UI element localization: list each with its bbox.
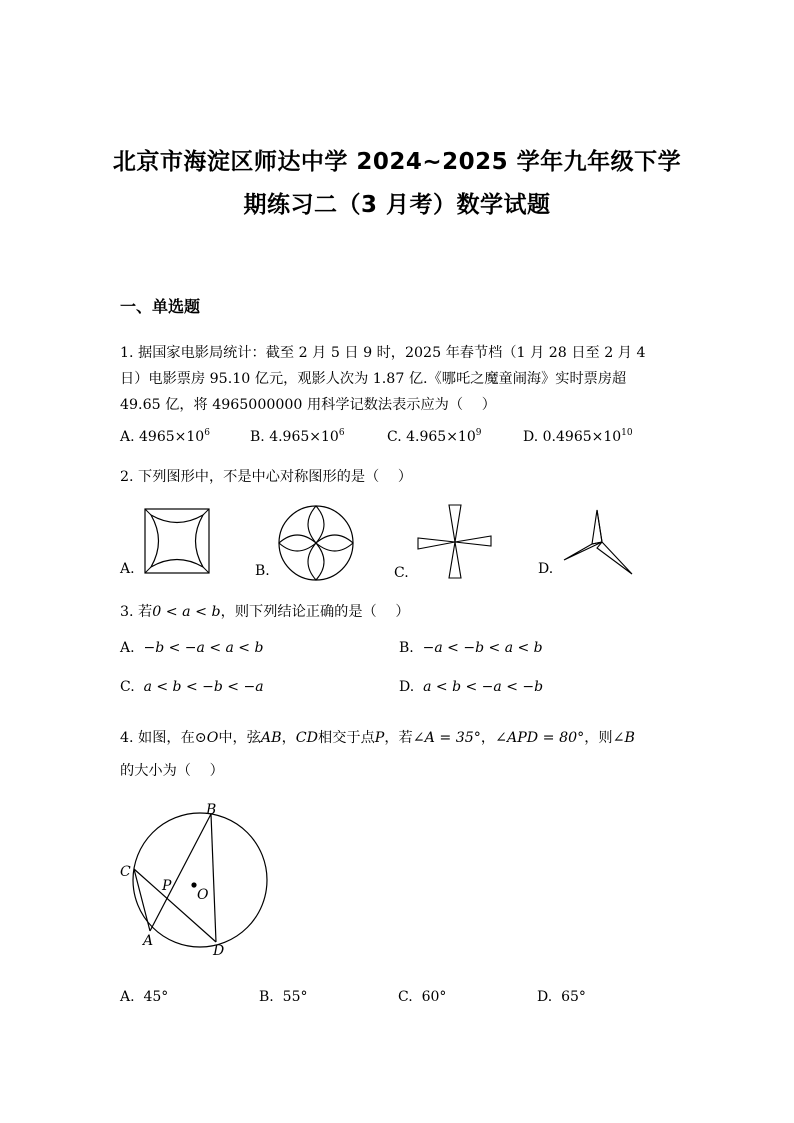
- q3-option-a-expr: −b < −a < a < b: [143, 640, 264, 656]
- q4-line1: [120, 725, 635, 751]
- q2-figure-c-label[interactable]: C.: [394, 565, 409, 581]
- q1-option-d[interactable]: [523, 428, 633, 445]
- q3-option-d-expr: a < b < −a < −b: [423, 679, 544, 695]
- q4-option-c-value: 60°: [421, 989, 447, 1005]
- q4-label-o: O: [197, 887, 209, 903]
- q4-option-b-label: B.: [259, 989, 274, 1005]
- q4-target: ∠B: [612, 730, 635, 746]
- q4-cond1: ∠A = 35°: [412, 730, 481, 746]
- circle-with-petals-icon: [278, 505, 356, 583]
- circle-symbol-icon: ⊙: [194, 730, 207, 746]
- q4-line1-c: 相交于点: [318, 730, 375, 746]
- q4-option-c-label: C.: [398, 989, 413, 1005]
- q1-option-c-label: C.: [387, 429, 402, 445]
- q1-option-a[interactable]: [120, 428, 210, 445]
- q4-circle-o: [133, 813, 267, 947]
- q1-option-a-exp: 6: [204, 428, 210, 438]
- q4-label-d: D: [213, 943, 225, 959]
- q1-option-d-base: 0.4965×10: [542, 429, 622, 445]
- q3-option-c[interactable]: [120, 679, 264, 695]
- q3-option-d[interactable]: [399, 679, 543, 695]
- page-title-line1: 北京市海淀区师达中学 2024~2025 学年九年级下学: [112, 149, 682, 175]
- q1-option-b-label: B.: [250, 429, 265, 445]
- q1-option-d-exp: 10: [621, 428, 633, 438]
- q4-option-d-value: 65°: [561, 989, 586, 1005]
- q4-option-a-value: 45°: [143, 989, 169, 1005]
- q3-option-a-label: A.: [120, 640, 135, 656]
- square-with-arcs-icon: [144, 508, 212, 576]
- q3-stem: [120, 599, 410, 625]
- q4-chord-cd: [134, 869, 216, 942]
- q4-label-p: P: [162, 878, 172, 894]
- q4-chord-ab: [150, 814, 211, 931]
- q3-option-c-expr: a < b < −b < −a: [143, 679, 264, 695]
- q4-option-b-value: 55°: [282, 989, 308, 1005]
- q4-circle-name: O: [206, 730, 219, 746]
- q4-option-b[interactable]: [259, 989, 307, 1005]
- q4-label-b: B: [206, 802, 217, 818]
- q1-line2: 日）电影票房 95.10 亿元，观影人次为 1.87 亿.《哪吒之魔童闹海》实时票房超: [120, 371, 627, 387]
- q4-option-a-label: A.: [120, 989, 135, 1005]
- q1-line1: 1. 据国家电影局统计：截至 2 月 5 日 9 时，2025 年春节档（1 月 28 日至 2 月 4: [120, 345, 646, 361]
- q4-sep: ，: [281, 730, 296, 746]
- q1-option-c[interactable]: [387, 428, 481, 445]
- q4-cond2: ∠APD = 80°: [495, 730, 585, 746]
- q4-option-d-label: D.: [537, 989, 553, 1005]
- q4-circle-figure: [118, 800, 278, 965]
- q2-figure-b-label[interactable]: B.: [255, 563, 270, 579]
- section-title: 一、单选题: [120, 297, 201, 316]
- q3-stem-pre: 3. 若: [120, 604, 153, 620]
- q4-option-d[interactable]: [537, 989, 586, 1005]
- page-title-line2: 期练习二（3 月考）数学试题: [243, 192, 551, 218]
- q4-label-c: C: [120, 864, 131, 880]
- q3-option-b-label: B.: [399, 640, 414, 656]
- q4-line1-e: ，则: [584, 730, 613, 746]
- q1-option-d-label: D.: [523, 429, 539, 445]
- q3-option-c-label: C.: [120, 679, 135, 695]
- q1-option-a-base: 4965×10: [139, 429, 205, 445]
- three-blade-icon: [562, 508, 636, 578]
- q1-option-b-base: 4.965×10: [269, 429, 339, 445]
- q4-option-c[interactable]: [398, 989, 446, 1005]
- q3-stem-math: 0 < a < b: [152, 604, 221, 620]
- q4-line1-b: 中，弦: [218, 730, 261, 746]
- q3-option-b-expr: −a < −b < a < b: [422, 640, 543, 656]
- q1-option-b-exp: 6: [338, 428, 345, 438]
- q4-chord2: CD: [295, 730, 319, 746]
- q1-option-b[interactable]: [250, 428, 345, 445]
- q1-option-c-exp: 9: [475, 428, 482, 438]
- q1-option-c-base: 4.965×10: [406, 429, 476, 445]
- q4-point: P: [374, 730, 385, 746]
- q3-option-a[interactable]: [120, 640, 263, 656]
- q2-text: 2. 下列图形中，不是中心对称图形的是（ ）: [120, 469, 413, 485]
- q4-line1-d: ，若: [384, 730, 413, 746]
- q3-option-d-label: D.: [399, 679, 415, 695]
- q1-line3: 49.65 亿，将 4965000000 用科学记数法表示应为（ ）: [120, 397, 496, 413]
- q4-line1-a: 4. 如图，在: [120, 730, 195, 746]
- q3-option-b[interactable]: [399, 640, 543, 656]
- q1-option-a-label: A.: [120, 429, 135, 445]
- q4-option-a[interactable]: [120, 989, 168, 1005]
- pinwheel-cross-icon: [417, 504, 493, 580]
- q4-center-point: [191, 882, 196, 887]
- q3-stem-post: ，则下列结论正确的是（ ）: [220, 604, 410, 620]
- q4-line2: 的大小为（ ）: [120, 763, 224, 779]
- q4-segment-bd: [211, 814, 216, 942]
- q4-label-a: A: [143, 933, 154, 949]
- q4-chord1: AB: [260, 730, 282, 746]
- q2-figure-a-label[interactable]: A.: [120, 561, 135, 577]
- q4-cond-sep: ，: [480, 730, 496, 746]
- q2-figure-d-label[interactable]: D.: [538, 561, 554, 577]
